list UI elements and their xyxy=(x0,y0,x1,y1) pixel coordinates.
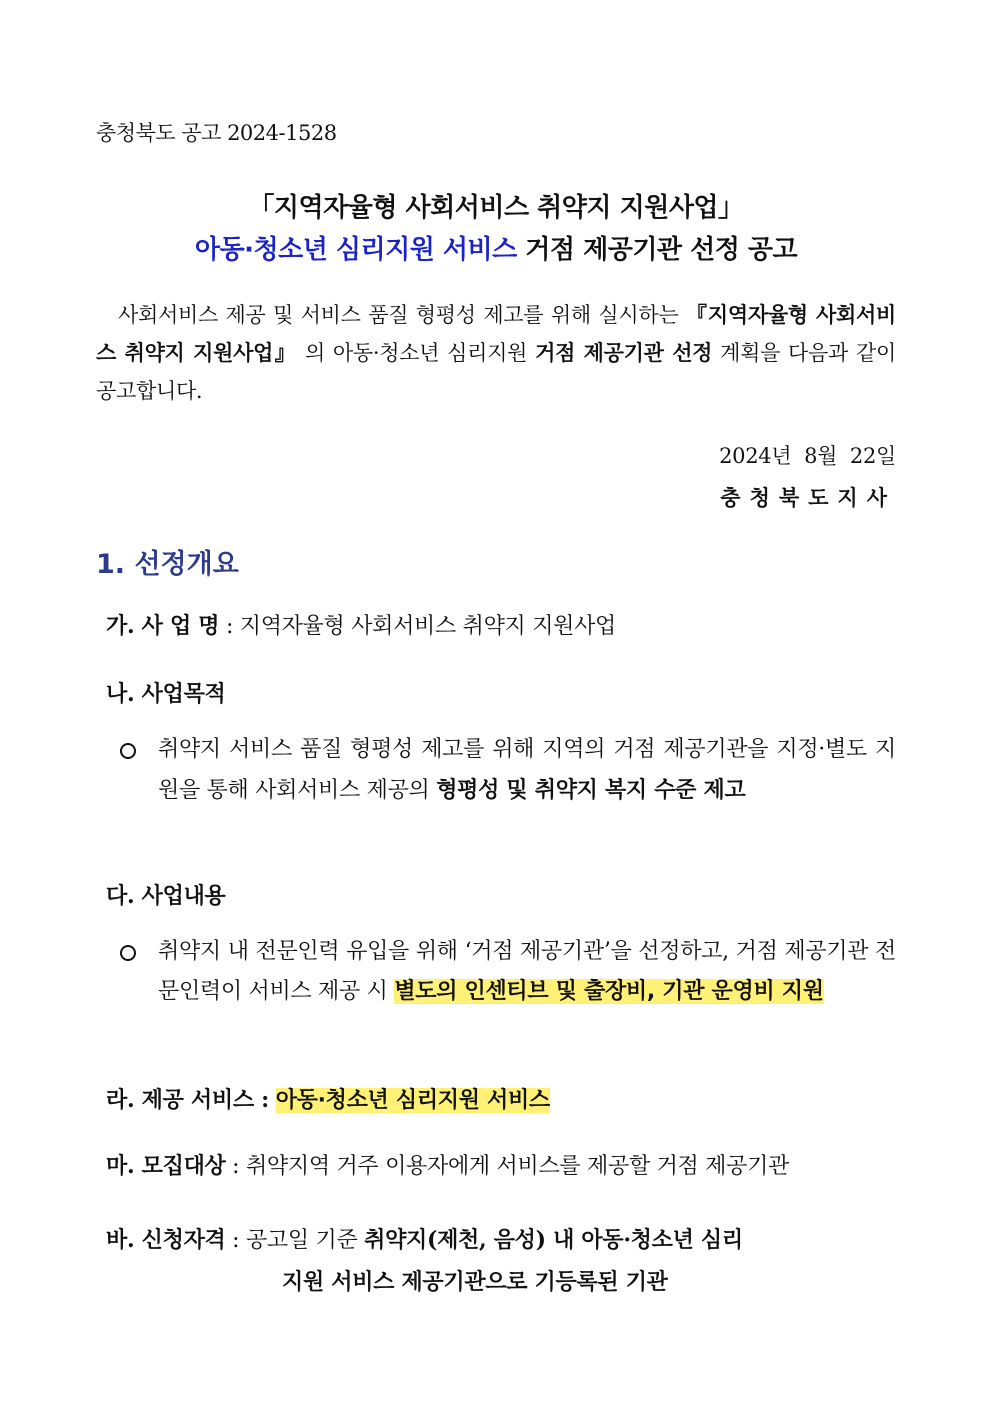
item-ga xyxy=(106,606,896,647)
item-na-label-text: 나. 사업목적 xyxy=(106,681,226,707)
item-da-label xyxy=(106,876,896,917)
section-1-title: 1. 선정개요 xyxy=(96,549,239,580)
title-rest: 거점 제공기관 선정 공고 xyxy=(516,235,798,265)
item-ga-value: : 지역자율형 사회서비스 취약지 지원사업 xyxy=(219,614,617,639)
item-ma xyxy=(106,1146,896,1187)
notice-number: 충청북도 공고 2024-1528 xyxy=(96,121,337,145)
item-ma-label: 마. 모집대상 xyxy=(106,1153,226,1179)
intro-bold-1: 『지역자율형 사회서비스 취약지 지원사업』 xyxy=(96,302,896,365)
notice-date: 2024년 8월 22일 xyxy=(719,444,896,468)
item-ba-value: : 공고일 기준 xyxy=(225,1228,358,1253)
intro-text-2: 의 아동·청소년 심리지원 xyxy=(304,341,528,365)
item-ra xyxy=(106,1080,896,1121)
intro-bold-2: 거점 제공기관 선정 xyxy=(535,340,713,365)
da-bullet-text: 취약지 내 전문인력 유입을 위해 ‘거점 제공기관’을 선정하고, 거점 제공기관 전문인력이 서비스 제공 시 xyxy=(158,939,896,1004)
issuer: 충청북도지사 xyxy=(720,485,896,510)
item-ba-bold-1: 취약지(제천, 음성) 내 아동·청소년 심리 xyxy=(364,1227,743,1253)
item-ba-bold-2: 지원 서비스 제공기관으로 기등록된 기관 xyxy=(282,1269,668,1295)
bullet-circle-icon xyxy=(120,945,136,961)
intro-text-3: 계획을 다음과 같이 공고합니다. xyxy=(96,341,896,403)
title-line-2 xyxy=(0,229,992,266)
title-line-1: 「지역자율형 사회서비스 취약지 지원사업」 xyxy=(248,193,744,223)
na-bullet-bold: 형평성 및 취약지 복지 수준 제고 xyxy=(436,777,746,803)
bullet-circle-icon xyxy=(120,743,136,759)
da-bullet-highlight: 별도의 인센티브 및 출장비, 기관 운영비 지원 xyxy=(394,979,824,1004)
intro-paragraph xyxy=(96,296,896,410)
item-ba-line2 xyxy=(282,1262,896,1303)
title-service-name: 아동·청소년 심리지원 서비스 xyxy=(194,235,517,265)
item-ma-value: : 취약지역 거주 이용자에게 서비스를 제공할 거점 제공기관 xyxy=(225,1154,789,1179)
item-ba xyxy=(106,1220,896,1261)
item-da-bullet xyxy=(120,932,896,1012)
item-ba-label: 바. 신청자격 xyxy=(106,1227,226,1253)
item-na-label xyxy=(106,674,896,715)
item-ra-label: 라. 제공 서비스 : xyxy=(106,1087,269,1113)
item-da-label-text: 다. 사업내용 xyxy=(106,883,226,909)
intro-text-1: 사회서비스 제공 및 서비스 품질 형평성 제고를 위해 실시하는 xyxy=(118,303,679,327)
na-bullet-text: 취약지 서비스 품질 형평성 제고를 위해 지역의 거점 제공기관을 지정·별도 지원을 통해 사회서비스 제공의 xyxy=(158,737,896,803)
item-na-bullet xyxy=(120,730,896,811)
item-ga-label: 가. 사 업 명 xyxy=(106,613,220,639)
item-ra-value: 아동·청소년 심리지원 서비스 xyxy=(275,1088,550,1113)
